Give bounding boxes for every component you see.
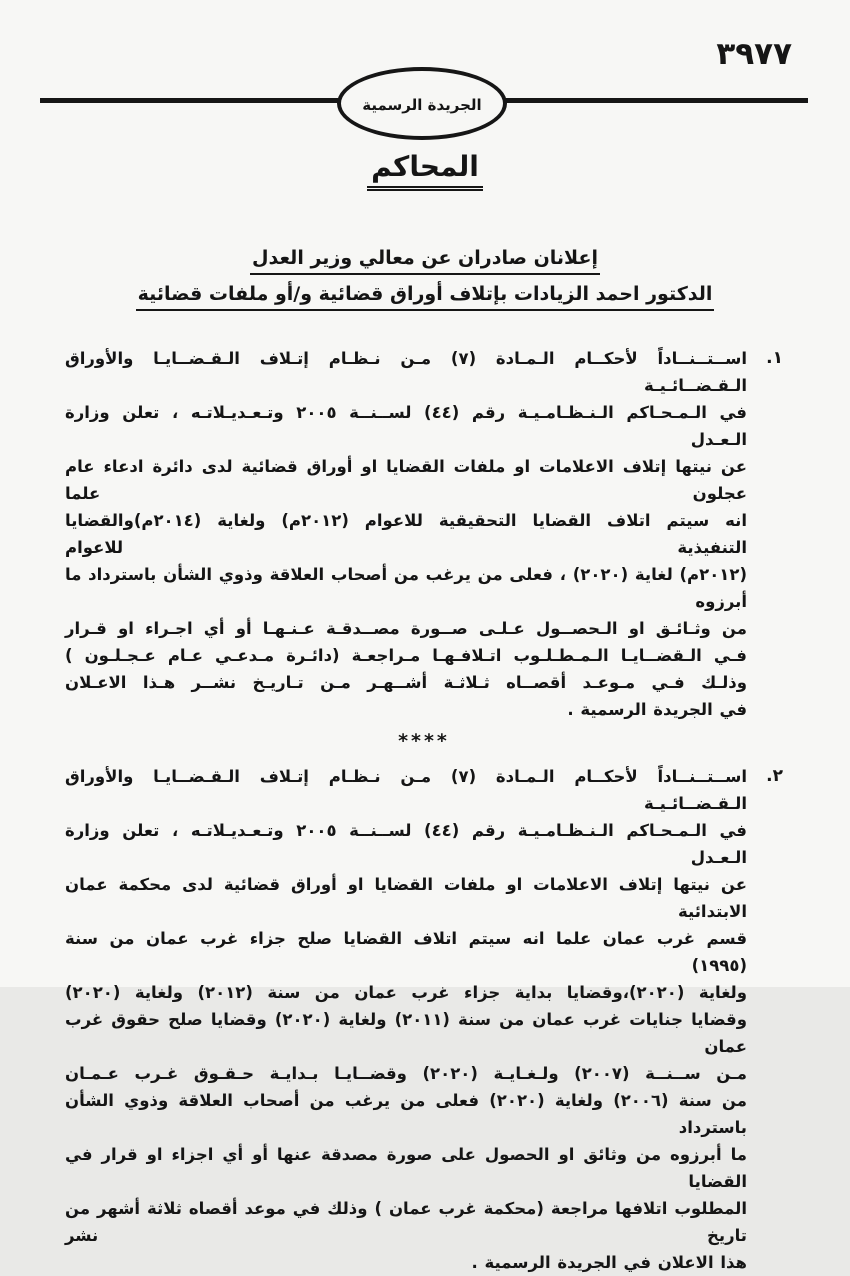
announcement-line: من وثـائـق او الـحصــول عـلـى صــورة مصــدقـة عـنـهـا أو أي اجـراء او قـرار	[65, 619, 747, 638]
announcement-line: مـن ســنــة (٢٠٠٧) ولـغـايـة (٢٠٢٠) وقضــايـا بـدايـة حـقـوق غـرب عـمـان	[65, 1064, 747, 1083]
announcement-line: اســتــنــاداً لأحكــام الـمـادة (٧) مـن نـظـام إتـلاف الـقـضــايـا والأوراق الـقـضــائـيـة	[65, 767, 747, 813]
announcement-line: في الـمـحـاكم الـنـظـامـيـة رقم (٤٤) لســنــة ٢٠٠٥ وتـعـديـلاتـه ، تعلن وزارة الـعـدل	[65, 403, 747, 449]
announcements-body	[65, 345, 783, 1276]
asterisk-separator: ****	[398, 730, 450, 752]
announcement-line: هذا الاعلان في الجريدة الرسمية .	[471, 1253, 747, 1272]
page-number: ٣٩٧٧	[716, 36, 792, 72]
announcement-number: ١.	[766, 348, 783, 368]
announcement-line: قسم غرب عمان علما انه سيتم اتلاف القضايا صلح جزاء غرب عمان من سنة (١٩٩٥)	[65, 929, 747, 975]
announcement-2	[65, 763, 783, 1276]
announcement-line: فـي الـقضــايـا الـمـطـلـوب اتـلافـهـا مـراجعـة (دائـرة مـدعـي عـام عـجـلـون )	[65, 646, 747, 665]
announcement-line: ولغاية (٢٠٢٠)،وقضايا بداية جزاء غرب عمان من سنة (٢٠١٢) ولغاية (٢٠٢٠)	[65, 983, 748, 1002]
announcement-line: اســتــنــاداً لأحكــام الـمـادة (٧) مـن نـظـام إتـلاف الـقـضــايـا والأوراق الـقـضــائـيـة	[65, 349, 747, 395]
announcement-heading-line2: الدكتور احمد الزيادات بإتلاف أوراق قضائية و/أو ملفات قضائية	[136, 283, 715, 311]
announcement-line: وقضايا جنايات غرب عمان من سنة (٢٠١١) ولغاية (٢٠٢٠) وقضايا صلح حقوق غرب عمان	[65, 1010, 747, 1056]
announcement-line: المطلوب اتلافها مراجعة (محكمة غرب عمان ) وذلك في موعد أقصاه ثلاثة أشهر من تاريخ نشر	[65, 1199, 747, 1245]
announcement-line: وذلـك فـي مـوعـد أقصــاه ثـلاثـة أشــهـر مـن تـاريـخ نشــر هـذا الاعـلان	[65, 673, 747, 692]
announcement-line: ما أبرزوه من وثائق او الحصول على صورة مصدقة عنها أو أي اجزاء او قرار في القضايا	[65, 1145, 747, 1191]
announcement-line: في الـمـحـاكم الـنـظـامـيـة رقم (٤٤) لســنــة ٢٠٠٥ وتـعـديـلاتـه ، تعلن وزارة الـعـدل	[65, 821, 747, 867]
announcement-line: (٢٠١٢م) لغاية (٢٠٢٠) ، فعلى من يرغب من أصحاب العلاقة وذوي الشأن باسترداد ما أبرزوه	[65, 565, 747, 611]
announcement-line: من سنة (٢٠٠٦) ولغاية (٢٠٢٠) فعلى من يرغب من أصحاب العلاقة وذوي الشأن باسترداد	[65, 1091, 747, 1137]
announcement-line: عن نيتها إتلاف الاعلامات او ملفات القضايا او أوراق قضائية لدى دائرة ادعاء عام عجلون علما	[65, 457, 747, 503]
announcement-heading-line1: إعلانان صادران عن معالي وزير العدل	[250, 247, 600, 275]
section-title: المحاكم	[367, 150, 483, 191]
announcement-number: ٢.	[766, 766, 783, 786]
announcement-1	[65, 345, 783, 723]
gazette-seal	[337, 67, 507, 140]
gazette-label: الجريدة الرسمية	[362, 95, 482, 114]
announcement-line: في الجريدة الرسمية .	[567, 700, 747, 719]
announcement-line: عن نيتها إتلاف الاعلامات او ملفات القضايا او أوراق قضائية لدى محكمة عمان الابتدائية	[65, 875, 747, 921]
announcement-line: انه سيتم اتلاف القضايا التحقيقية للاعوام (٢٠١٢م) ولغاية (٢٠١٤م)والقضايا التنفيذية للاعوام	[65, 511, 747, 557]
